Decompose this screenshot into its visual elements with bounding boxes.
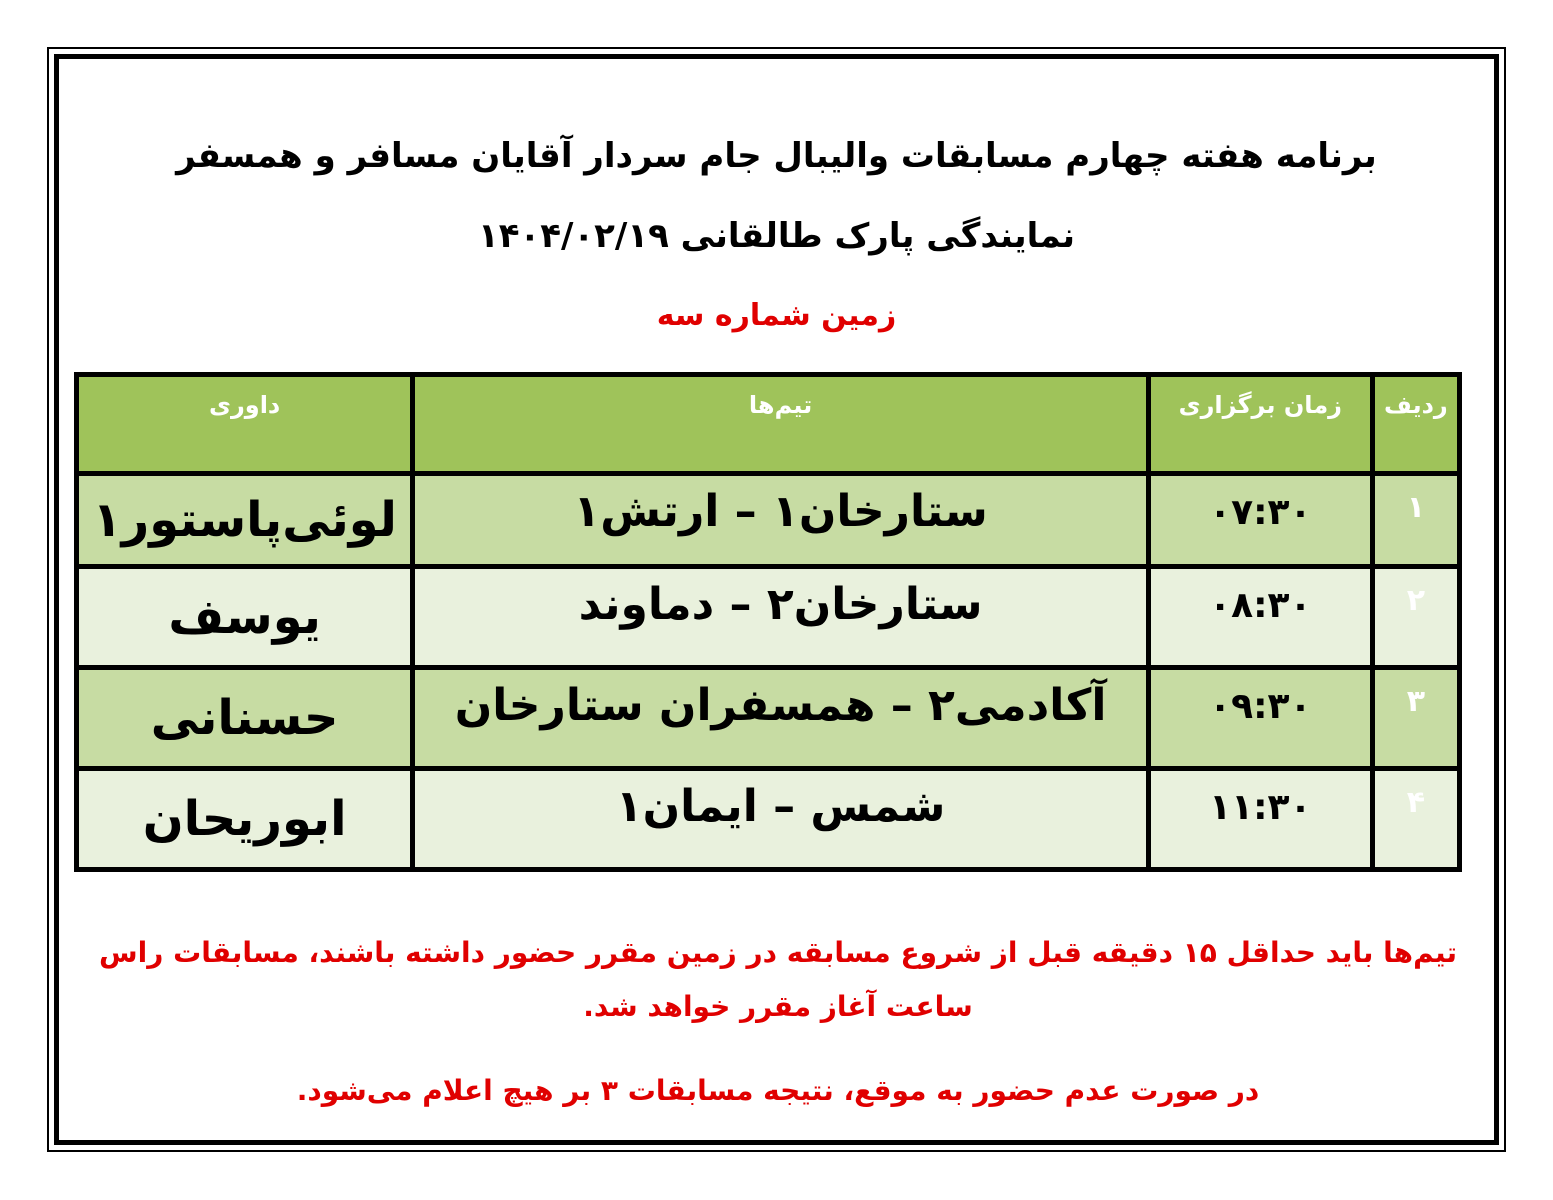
match-referee: حسنانی <box>79 670 410 766</box>
header-time: زمان برگزاری <box>1151 377 1370 471</box>
match-teams: ستارخان۱ – ارتش۱ <box>415 476 1146 564</box>
header-referee: داوری <box>79 377 410 471</box>
match-time: ۰۹:۳۰ <box>1151 670 1370 766</box>
row-number: ۱ <box>1375 476 1457 564</box>
table-row <box>79 569 1457 665</box>
table-header-row <box>79 377 1457 471</box>
page-subtitle-branch-date: نمایندگی پارک طالقانی ۱۴۰۴/۰۲/۱۹ <box>477 216 1076 256</box>
match-time: ۱۱:۳۰ <box>1151 771 1370 867</box>
row-number: ۲ <box>1375 569 1457 665</box>
table-row <box>79 771 1457 867</box>
row-number: ۳ <box>1375 670 1457 766</box>
header-teams: تیم‌ها <box>415 377 1146 471</box>
match-referee: ابوریحان <box>79 771 410 867</box>
match-referee: یوسف <box>79 569 410 665</box>
header-row-no: ردیف <box>1375 377 1457 471</box>
row-number: ۴ <box>1375 771 1457 867</box>
match-teams: ستارخان۲ – دماوند <box>415 569 1146 665</box>
match-referee: لوئی‌پاستور۱ <box>79 476 410 564</box>
notice-forfeit: در صورت عدم حضور به موقع، نتیجه مسابقات ۳ بر هیچ اعلام می‌شود. <box>296 1074 1260 1107</box>
page-title: برنامه هفته چهارم مسابقات والیبال جام سردار آقایان مسافر و همسفر <box>176 136 1377 176</box>
match-teams: آکادمی۲ – همسفران ستارخان <box>415 670 1146 766</box>
table-row <box>79 670 1457 766</box>
schedule-table <box>74 372 1462 872</box>
notice-attendance: تیم‌ها باید حداقل ۱۵ دقیقه قبل از شروع مسابقه در زمین مقرر حضور داشته باشند، مسابقات راس ساعت آغاز مقرر خواهد شد. <box>99 936 1457 1023</box>
field-label: زمین شماره سه <box>656 298 897 333</box>
match-time: ۰۸:۳۰ <box>1151 569 1370 665</box>
table-row <box>79 476 1457 564</box>
match-time: ۰۷:۳۰ <box>1151 476 1370 564</box>
match-teams: شمس – ایمان۱ <box>415 771 1146 867</box>
